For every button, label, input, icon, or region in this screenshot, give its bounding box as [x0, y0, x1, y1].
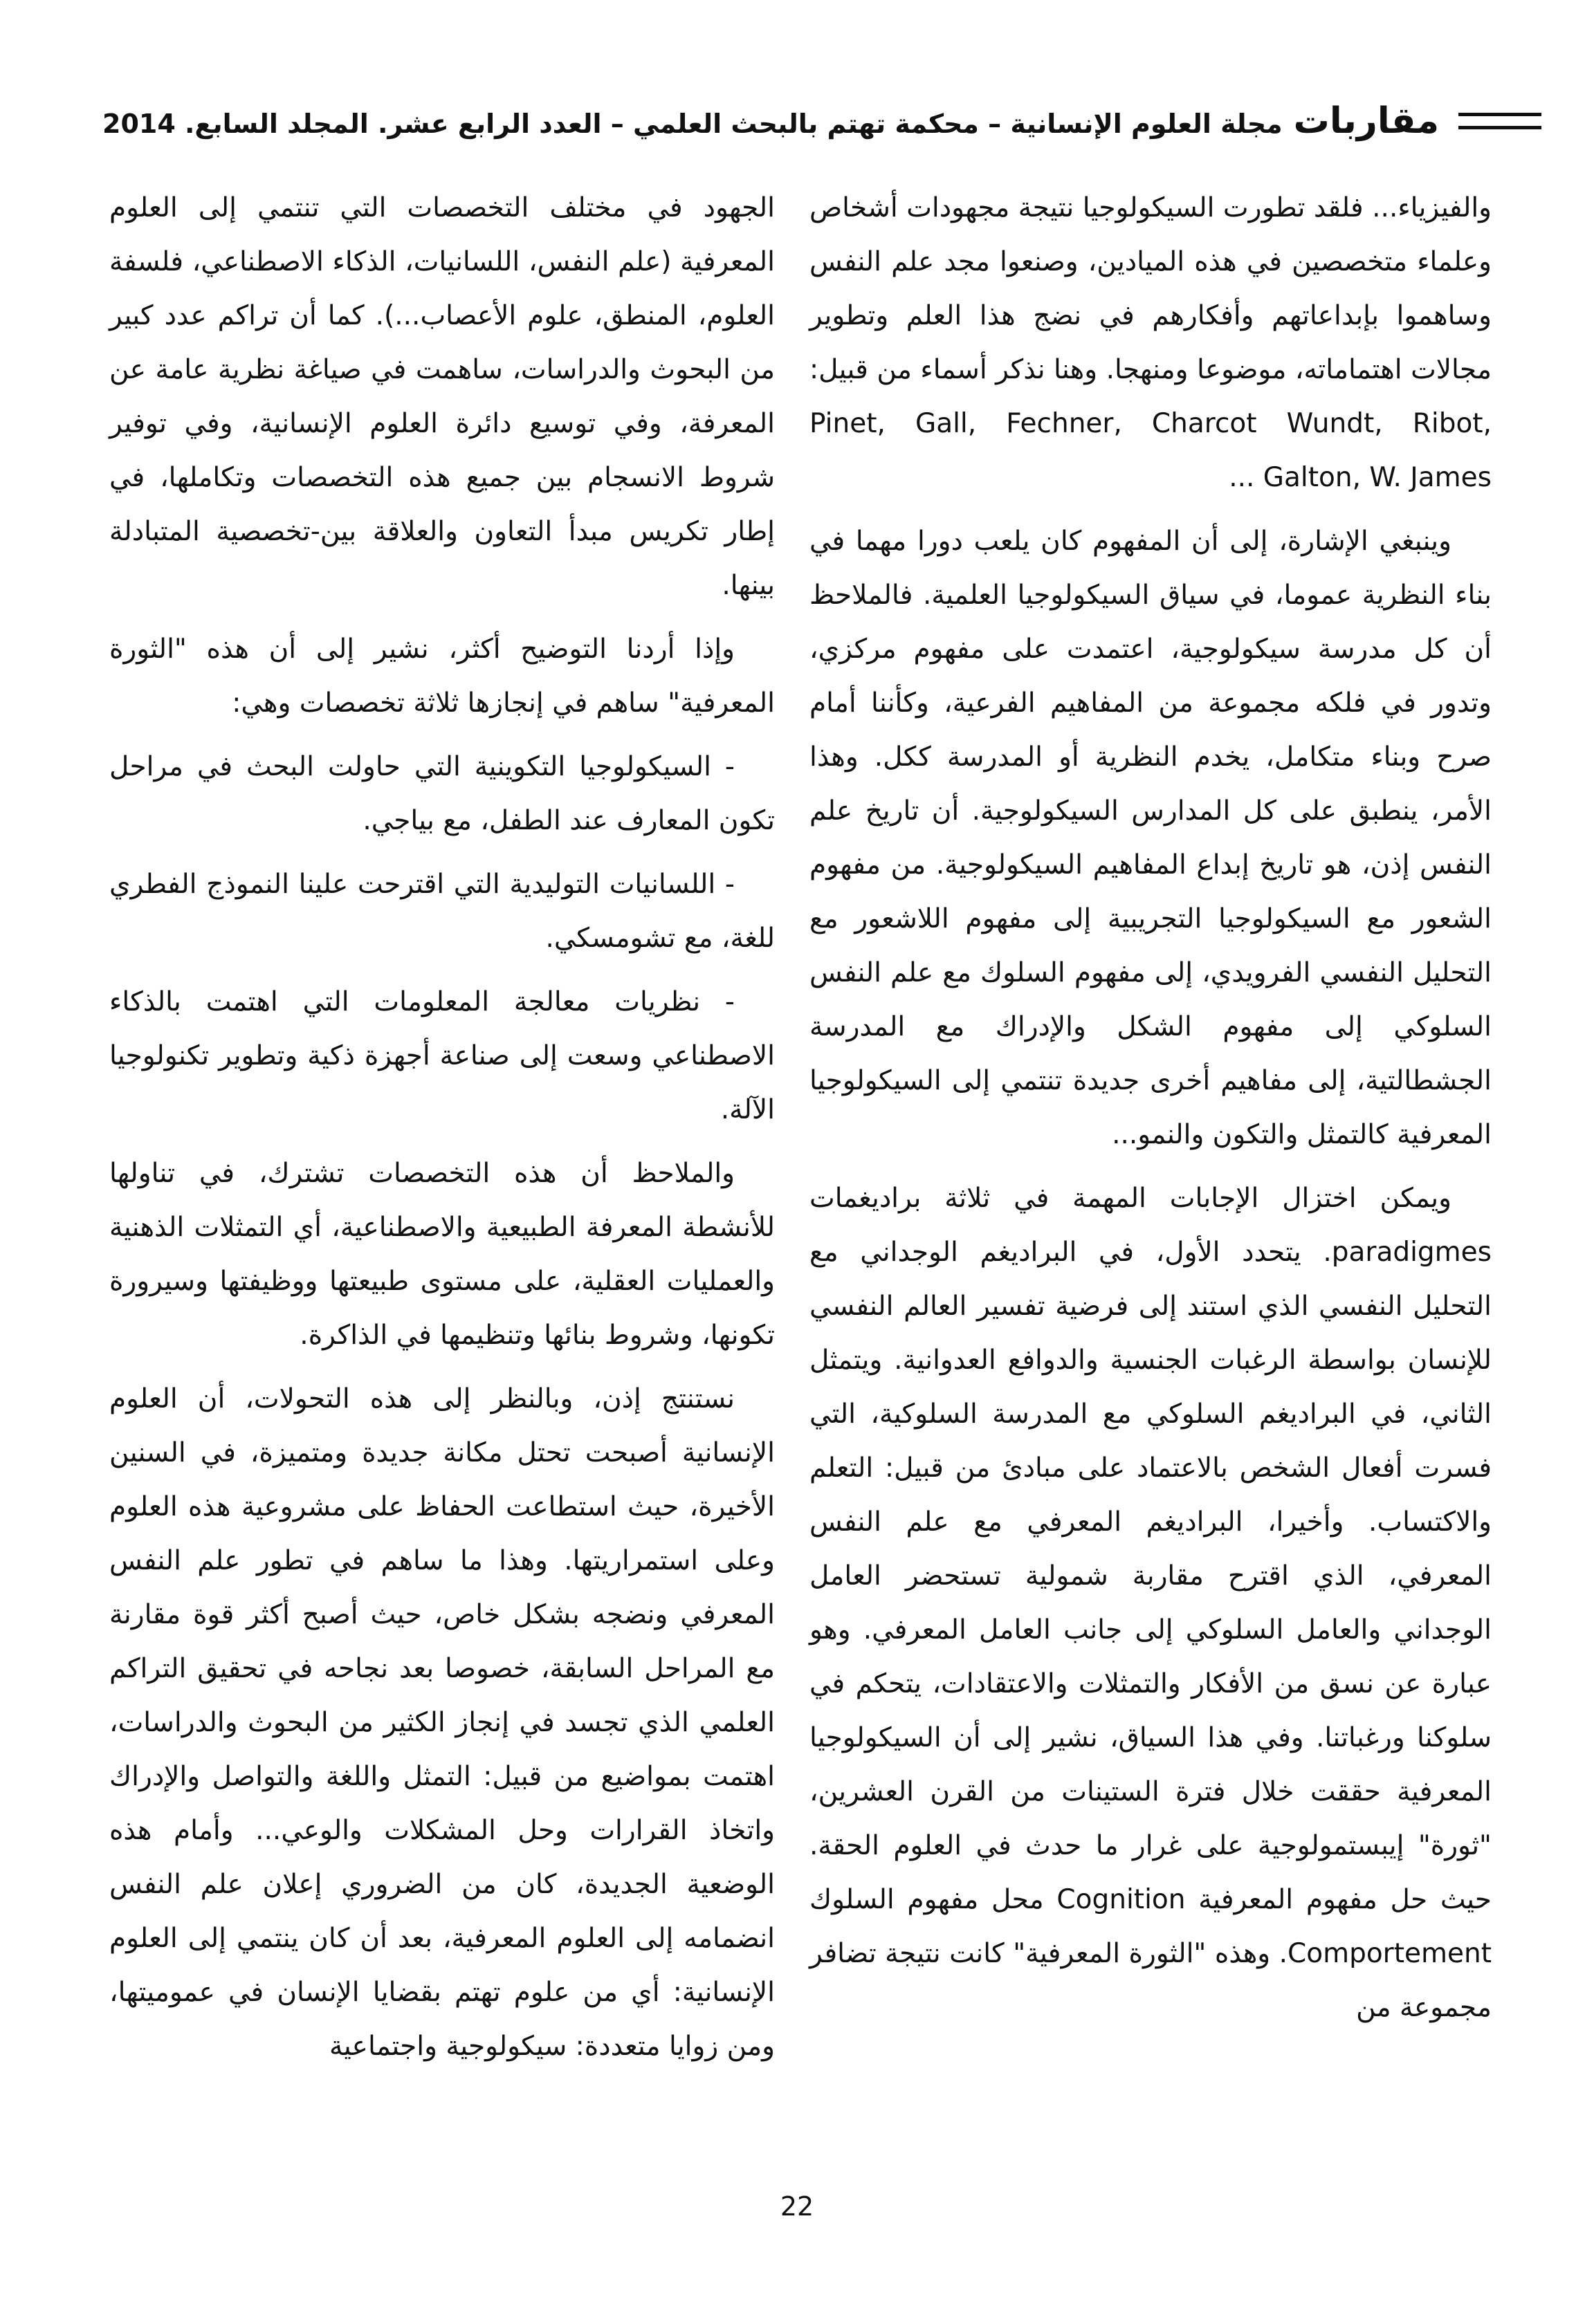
list-item: - السيكولوجيا التكوينية التي حاولت البحث في مراحل تكون المعارف عند الطفل، مع بياجي. — [109, 751, 775, 836]
paragraph: وينبغي الإشارة، إلى أن المفهوم كان يلعب دورا مهما في بناء النظرية عموما، في سياق السيكولوجيا العلمية. فالملاحظ أن كل مدرسة سيكولوجية، اعتمدت على مفهوم مركزي، وتدور في فلكه مجموعة من المفاهيم الفرعية، وكأننا أمام صرح وبناء متكامل، يخدم النظرية أو المدرسة ككل. وهذا الأمر، ينطبق على كل المدارس السيكولوجية. أن تاريخ علم النفس إذن، هو تاريخ إبداع المفاهيم السيكولوجية. من مفهوم الشعور مع السيكولوجيا التجريبية إلى مفهوم اللاشعور مع التحليل النفسي الفرويدي، إلى مفهوم السلوك مع علم النفس السلوكي إلى مفهوم الشكل والإدراك مع المدرسة الجشطالتية، إلى مفاهيم أخرى جديدة تنتمي إلى السيكولوجيا المعرفية كالتمثل والتكون والنمو... — [809, 526, 1492, 1150]
paragraph: والفيزياء... فلقد تطورت السيكولوجيا نتيجة مجهودات أشخاص وعلماء متخصصين في هذه الميادين، وصنعوا مجد علم النفس وساهموا بإبداعاتهم وأفكارهم في نضج هذا العلم وتطوير مجالات اهتماماته، موضوعا ومنهجا. وهنا نذكر أسماء من قبيل: Pinet, Gall, Fechner, Charcot Wundt, Ribot, Galton, W. James ... — [809, 192, 1492, 493]
paragraph: وإذا أردنا التوضيح أكثر، نشير إلى أن هذه "الثورة المعرفية" ساهم في إنجازها ثلاثة تخصصات وهي: — [109, 634, 775, 719]
text-column-left — [109, 181, 775, 2083]
list-item: - اللسانيات التوليدية التي اقترحت علينا النموذج الفطري للغة، مع تشومسكي. — [109, 869, 775, 954]
page-number: 22 — [780, 2191, 814, 2222]
running-header — [83, 91, 1481, 151]
paragraph: ويمكن اختزال الإجابات المهمة في ثلاثة براديغمات paradigmes. يتحدد الأول، في البراديغم الوجداني مع التحليل النفسي الذي استند إلى فرضية تفسير العالم النفسي للإنسان بواسطة الرغبات الجنسية والدوافع العدوانية. ويتمثل الثاني، في البراديغم السلوكي مع المدرسة السلوكية، التي فسرت أفعال الشخص بالاعتماد على مبادئ من قبيل: التعلم والاكتساب. وأخيرا، البراديغم المعرفي مع علم النفس المعرفي، الذي اقترح مقاربة شمولية تستحضر العامل الوجداني والعامل السلوكي إلى جانب العامل المعرفي. وهو عبارة عن نسق من الأفكار والتمثلات والاعتقادات، يتحكم في سلوكنا ورغباتنا. وفي هذا السياق، نشير إلى أن السيكولوجيا المعرفية حققت خلال فترة الستينات من القرن العشرين، "ثورة" إيبستمولوجية على غرار ما حدث في العلوم الحقة. حيث حل مفهوم المعرفية Cognition محل مفهوم السلوك Comportement. وهذه "الثورة المعرفية" كانت نتيجة تضافر مجموعة من — [809, 1183, 1492, 2023]
journal-brand: مقاربات — [1293, 100, 1440, 142]
paragraph: نستنتج إذن، وبالنظر إلى هذه التحولات، أن العلوم الإنسانية أصبحت تحتل مكانة جديدة ومتميزة، في السنين الأخيرة، حيث استطاعت الحفاظ على مشروعية هذه العلوم وعلى استمراريتها. وهذا ما ساهم في تطور علم النفس المعرفي ونضجه بشكل خاص، حيث أصبح أكثر قوة مقارنة مع المراحل السابقة، خصوصا بعد نجاحه في تحقيق التراكم العلمي الذي تجسد في إنجاز الكثير من البحوث والدراسات، اهتمت بمواضيع من قبيل: التمثل واللغة والتواصل والإدراك واتخاذ القرارات وحل المشكلات والوعي... وأمام هذه الوضعية الجديدة، كان من الضروري إعلان علم النفس انضمامه إلى العلوم المعرفية، بعد أن كان ينتمي إلى العلوم الإنسانية: أي من علوم تهتم بقضايا الإنسان في عموميتها، ومن زوايا متعددة: سيكولوجية واجتماعية — [109, 1383, 775, 2062]
journal-title — [102, 100, 1439, 142]
paragraph: والملاحظ أن هذه التخصصات تشترك، في تناولها للأنشطة المعرفة الطبيعية والاصطناعية، أي التمثلات الذهنية والعمليات العقلية، على مستوى طبيعتها ووظيفتها وسيرورة تكونها، وشروط بنائها وتنظيمها في الذاكرة. — [109, 1158, 775, 1351]
text-column-right — [809, 181, 1492, 2045]
list-item: - نظريات معالجة المعلومات التي اهتمت بالذكاء الاصطناعي وسعت إلى صناعة أجهزة ذكية وتطوير تكنولوجيا الآلة. — [109, 986, 775, 1125]
paragraph: الجهود في مختلف التخصصات التي تنتمي إلى العلوم المعرفية (علم النفس، اللسانيات، الذكاء الاصطناعي، فلسفة العلوم، المنطق، علوم الأعصاب...). كما أن تراكم عدد كبير من البحوث والدراسات، ساهمت في صياغة نظرية عامة عن المعرفة، وفي توسيع دائرة العلوم الإنسانية، وفي توفير شروط الانسجام بين جميع هذه التخصصات وتكاملها، في إطار تكريس مبدأ التعاون والعلاقة بين-تخصصية المتبادلة بينها. — [109, 192, 775, 601]
journal-title-text: مجلة العلوم الإنسانية – محكمة تهتم بالبحث العلمي – العدد الرابع عشر. المجلد السابع. 2014 — [102, 109, 1283, 139]
header-rule-right — [1458, 113, 1541, 129]
